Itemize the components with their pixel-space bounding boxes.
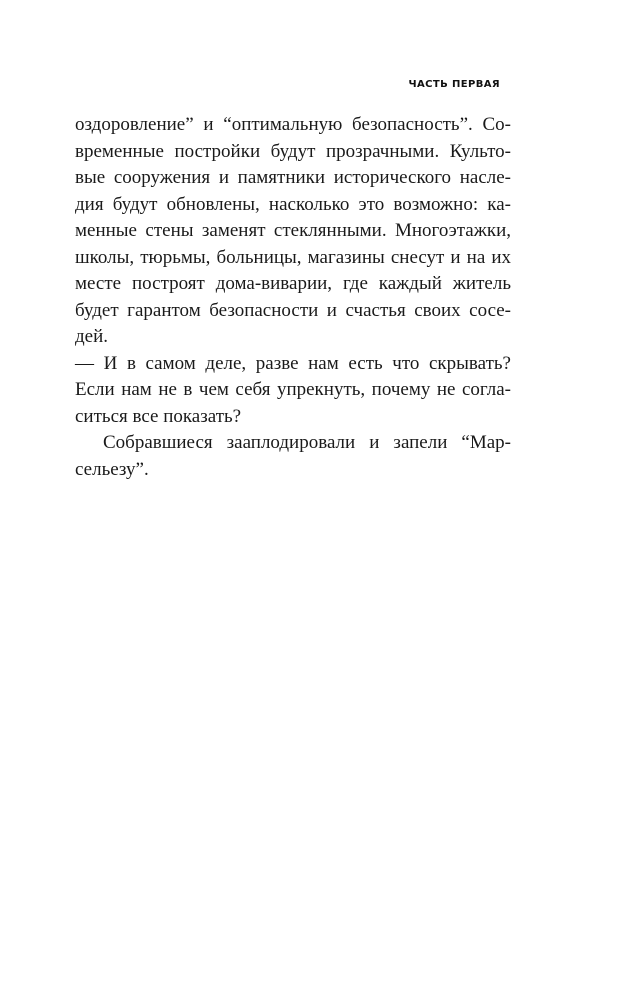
text-line: ситься все показать? [75,405,242,427]
paragraph-first-line: Собравшиеся зааплодировали и запели “Мар- [103,432,511,453]
text-line: оздоровление” и “оптимальную безопасность”. Со- [75,114,511,135]
text-line: менные стены заменят стеклянными. Многоэтажки, [75,220,511,241]
text-line: дей. [75,326,109,347]
text-line: школы, тюрьмы, больницы, магазины снесут и на их [75,246,511,268]
dialogue-line: — И в самом деле, разве нам есть что скрывать? [75,352,511,374]
text-line: вые сооружения и памятники исторического насле- [75,167,511,188]
text-line: будет гарантом безопасности и счастья своих сосе- [75,299,511,321]
text-line: месте построят дома-виварии, где каждый житель [75,273,511,294]
text-line: дия будут обновлены, насколько это возможно: ка- [75,193,511,215]
text-line: сельезу”. [75,458,149,480]
text-line: Если нам не в чем себя упрекнуть, почему не согла- [75,379,511,400]
body-text [75,112,511,483]
running-head: ЧАСТЬ ПЕРВАЯ [408,79,500,90]
text-line: временные постройки будут прозрачными. Культо- [75,140,511,162]
